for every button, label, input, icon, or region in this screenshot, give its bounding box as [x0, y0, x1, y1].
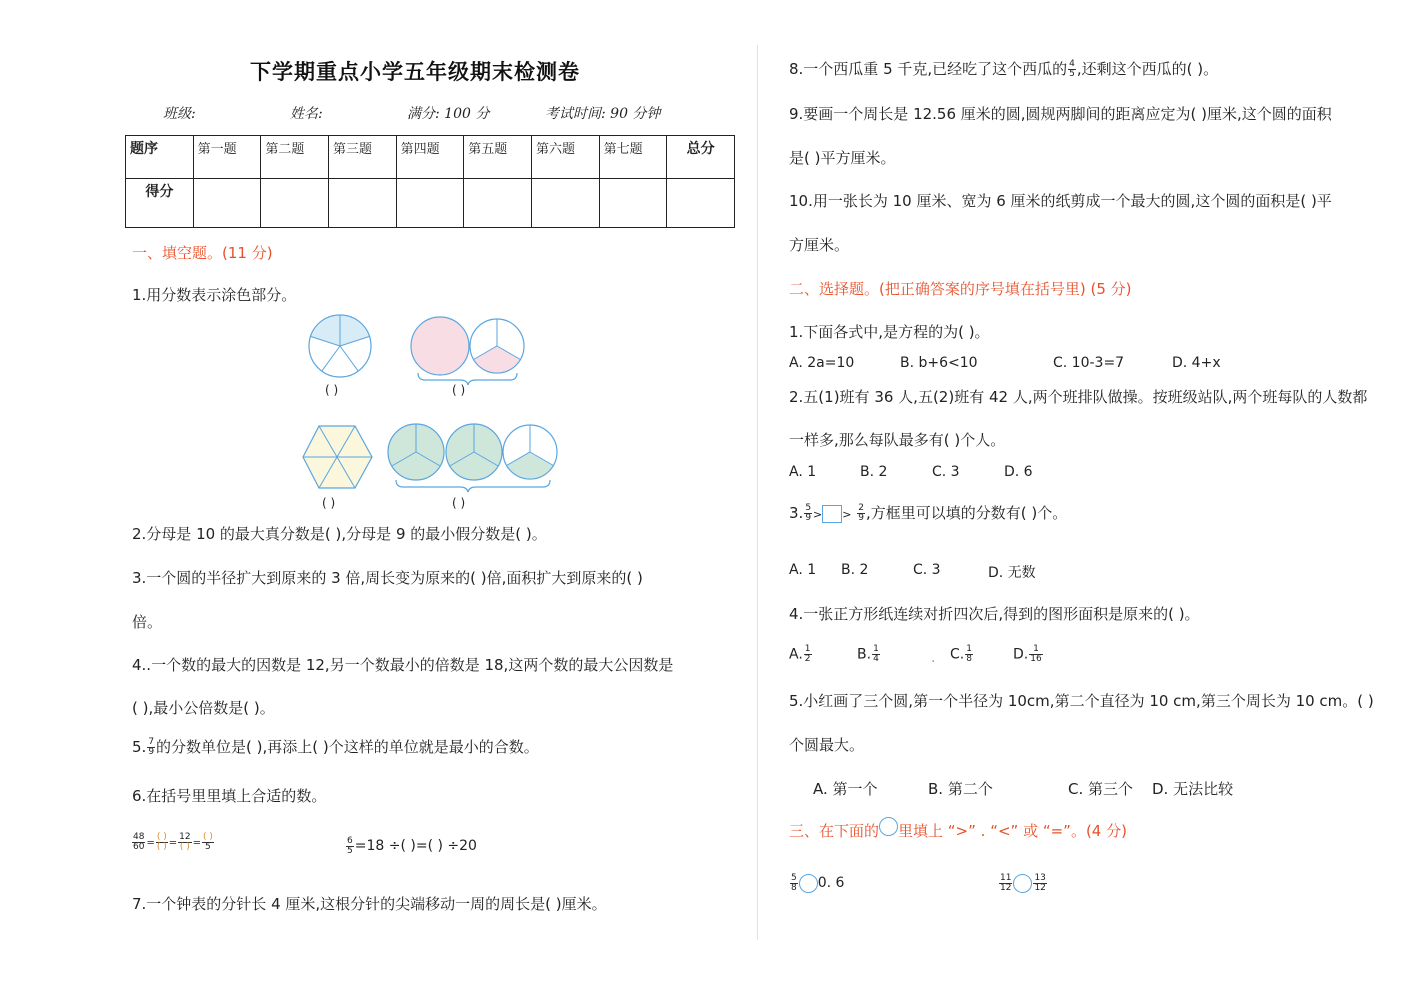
question-text: 8.一个西瓜重 5 千克,已经吃了这个西瓜的 [789, 60, 1068, 78]
class-label: 班级: [163, 106, 196, 122]
option-b[interactable]: B. b+6<10 [900, 355, 978, 371]
question-text: ,还剩这个西瓜的( )。 [1076, 60, 1219, 78]
name-label: 姓名: [290, 106, 323, 122]
score-table [125, 135, 735, 228]
circle-thirds-green-3 [503, 425, 557, 479]
greater-than-sign: > [842, 508, 852, 521]
fraction-denominator: 8 [966, 654, 972, 664]
fraction-denominator: 5 [1069, 69, 1075, 79]
heading-text: 里填上 “>” . “<” 或 “=”。(4 分) [898, 822, 1127, 840]
question-6-equation-b [345, 836, 477, 856]
table-header-cell: 第三题 [328, 136, 396, 179]
option-d[interactable]: D. 4+x [1172, 355, 1221, 371]
answer-blank[interactable]: ( ) [325, 383, 339, 397]
question-number: 5. [132, 738, 147, 756]
fraction-denominator: 8 [791, 882, 797, 893]
table-header-cell: 第七题 [599, 136, 667, 179]
option-c[interactable]: C. 3 [913, 562, 941, 578]
fraction-denominator: 9 [805, 513, 812, 523]
score-cell[interactable] [261, 179, 329, 228]
question-6-equation-a: $\frac{48}{60}$ = $\frac{( )}{( )}$ = $\frac{12}{( )}$ = $\frac{( )}{5}$ [133, 832, 213, 852]
option-label: C. [950, 646, 965, 663]
fraction-figures-row-2 [298, 420, 568, 505]
question-7: 7.一个钟表的分针长 4 厘米,这根分针的尖端移动一周的周长是( )厘米。 [132, 895, 607, 913]
fraction-numerator: 11 [1000, 872, 1012, 883]
section-1-heading: 一、填空题。(11 分) [132, 244, 273, 262]
table-header-cell: 第一题 [193, 136, 261, 179]
question-6: 6.在括号里里填上合适的数。 [132, 787, 327, 805]
option-a[interactable]: A. 1 [789, 464, 817, 480]
question-1: 1.用分数表示涂色部分。 [132, 286, 297, 304]
answer-blank[interactable]: ( ) [322, 496, 336, 510]
answer-blank[interactable]: ( ) [452, 496, 466, 510]
hexagon-figure [303, 426, 372, 488]
fraction-numerator: 13 [1034, 872, 1046, 883]
page-title: 下学期重点小学五年级期末检测卷 [250, 60, 580, 84]
score-cell[interactable] [667, 179, 735, 228]
choice-question-2-line-2: 一样多,那么每队最多有( )个人。 [789, 431, 1006, 449]
fraction-blank[interactable]: ( ) [156, 842, 167, 852]
score-cell[interactable] [193, 179, 261, 228]
fraction-denominator: 60 [133, 842, 145, 852]
fraction-blank[interactable]: ( ) [179, 842, 190, 852]
question-9-line-1: 9.要画一个周长是 12.56 厘米的圆,圆规两脚间的距离应定为( )厘米,这个圆的面积 [789, 105, 1332, 123]
table-header-cell: 第四题 [396, 136, 464, 179]
heading-text: 三、在下面的 [789, 822, 880, 840]
option-a[interactable]: A. 2a=10 [789, 355, 855, 371]
table-header-cell: 第五题 [464, 136, 532, 179]
option-c[interactable]: C. 第三个 [1068, 780, 1134, 798]
score-cell[interactable] [464, 179, 532, 228]
compare-circle-input[interactable] [1013, 874, 1032, 893]
option-a[interactable] [789, 645, 813, 664]
score-cell[interactable] [599, 179, 667, 228]
exam-time: 考试时间: 90 分钟 [545, 106, 661, 122]
option-a[interactable]: A. 第一个 [813, 780, 878, 798]
circle-thirds-green-1 [388, 424, 444, 480]
option-b[interactable]: B. 2 [860, 464, 888, 480]
compare-value: 0. 6 [817, 875, 845, 891]
table-header-cell: 第六题 [531, 136, 599, 179]
stray-dot: . [931, 650, 936, 666]
circle-thirds-figure [470, 319, 524, 373]
option-c[interactable]: C. 3 [932, 464, 960, 480]
fraction-denominator: 4 [873, 654, 879, 664]
option-c[interactable]: C. 10-3=7 [1053, 355, 1125, 371]
full-score: 满分: 100 分 [407, 106, 490, 122]
fraction-numerator: 1 [804, 644, 811, 654]
fraction-denominator: 12 [1000, 882, 1012, 893]
question-3-line-1: 3.一个圆的半径扩大到原来的 3 倍,周长变为原来的( )倍,面积扩大到原来的( ) [132, 569, 643, 587]
option-c[interactable] [950, 645, 974, 664]
fraction-numerator: 1 [1029, 645, 1042, 655]
brace-icon [396, 480, 550, 492]
question-9-line-2: 是( )平方厘米。 [789, 149, 896, 167]
fraction-numerator: 6 [347, 835, 353, 846]
choice-question-5-line-1: 5.小红画了三个圆,第一个半径为 10cm,第二个直径为 10 cm,第三个周长为 10 cm。( ) [789, 692, 1374, 710]
circle-icon [879, 817, 898, 836]
answer-blank[interactable]: ( ) [452, 383, 466, 397]
option-b[interactable] [857, 645, 881, 664]
compare-expression-1 [789, 873, 844, 893]
fraction-denominator: 9 [858, 513, 864, 523]
fraction-denominator: 16 [1030, 654, 1042, 664]
answer-box[interactable] [822, 505, 842, 523]
option-label: B. [857, 646, 872, 663]
fraction-denominator: 5 [347, 845, 353, 856]
question-number: 3. [789, 504, 804, 522]
brace-icon [418, 373, 517, 385]
choice-question-2-line-1: 2.五(1)班有 36 人,五(2)班有 42 人,两个班排队做操。按班级站队,两个班每队的人数都 [789, 388, 1368, 406]
circle-fifths-figure [309, 315, 371, 377]
question-text: 的分数单位是( ),再添上( )个这样的单位就是最小的合数。 [156, 738, 539, 756]
option-b[interactable]: B. 第二个 [928, 780, 993, 798]
option-d[interactable]: D. 无数 [988, 565, 1036, 581]
question-10-line-2: 方厘米。 [789, 236, 850, 254]
section-3-heading [789, 820, 1127, 841]
choice-question-5-line-2: 个圆最大。 [789, 736, 865, 754]
fraction-numerator: 48 [133, 832, 145, 842]
score-cell[interactable] [396, 179, 464, 228]
choice-question-4: 4.一张正方形纸连续对折四次后,得到的图形面积是原来的( )。 [789, 605, 1200, 623]
option-label: D. [1013, 646, 1029, 663]
fraction-numerator: 7 [148, 737, 155, 747]
question-3-line-2: 倍。 [132, 613, 163, 631]
fraction-numerator: 2 [858, 503, 864, 513]
question-8 [789, 59, 1218, 79]
option-b[interactable]: B. 2 [841, 562, 869, 578]
fraction-denominator: 12 [1034, 882, 1046, 893]
fraction-denominator: 9 [148, 747, 155, 757]
choice-question-1: 1.下面各式中,是方程的为( )。 [789, 323, 990, 341]
option-d[interactable]: D. 6 [1004, 464, 1033, 480]
circle-thirds-green-2 [446, 424, 502, 480]
choice-question-3 [789, 503, 1067, 525]
option-a[interactable]: A. 1 [789, 562, 817, 578]
fraction-numerator: 5 [791, 872, 797, 883]
table-header-cell: 题序 [126, 136, 194, 179]
option-label: A. [789, 646, 803, 663]
greater-than-sign: > [813, 508, 823, 521]
fraction-blank[interactable]: ( ) [202, 832, 213, 842]
fraction-numerator: 5 [805, 503, 812, 513]
column-divider [757, 45, 758, 940]
table-header-cell: 总分 [667, 136, 735, 179]
fraction-numerator: 1 [966, 644, 972, 654]
fraction-numerator: 4 [1069, 59, 1075, 69]
score-row-label: 得分 [126, 179, 194, 228]
question-4-line-1: 4..一个数的最大的因数是 12,另一个数最小的倍数是 18,这两个数的最大公因数是 [132, 656, 674, 674]
compare-circle-input[interactable] [799, 874, 818, 893]
score-cell[interactable] [328, 179, 396, 228]
option-d[interactable] [1013, 645, 1044, 664]
fraction-denominator: 5 [205, 842, 211, 852]
full-pink-circle [411, 317, 469, 375]
question-5 [132, 737, 539, 757]
option-d[interactable]: D. 无法比较 [1152, 780, 1234, 798]
section-2-heading: 二、选择题。(把正确答案的序号填在括号里) (5 分) [789, 280, 1132, 298]
fraction-numerator: 12 [179, 832, 191, 842]
question-10-line-1: 10.用一张长为 10 厘米、宽为 6 厘米的纸剪成一个最大的圆,这个圆的面积是( )平 [789, 192, 1332, 210]
compare-expression-2 [998, 873, 1048, 893]
score-cell[interactable] [531, 179, 599, 228]
fraction-numerator: 1 [873, 644, 879, 654]
question-2: 2.分母是 10 的最大真分数是( ),分母是 9 的最小假分数是( )。 [132, 525, 547, 543]
table-header-cell: 第二题 [261, 136, 329, 179]
question-4-line-2: ( ),最小公倍数是( )。 [132, 699, 275, 717]
fraction-blank[interactable]: ( ) [156, 832, 167, 842]
question-text: ,方框里可以填的分数有( )个。 [866, 504, 1068, 522]
equation-text: =18 ÷( )=( ) ÷20 [354, 838, 477, 854]
fraction-denominator: 2 [804, 654, 811, 664]
